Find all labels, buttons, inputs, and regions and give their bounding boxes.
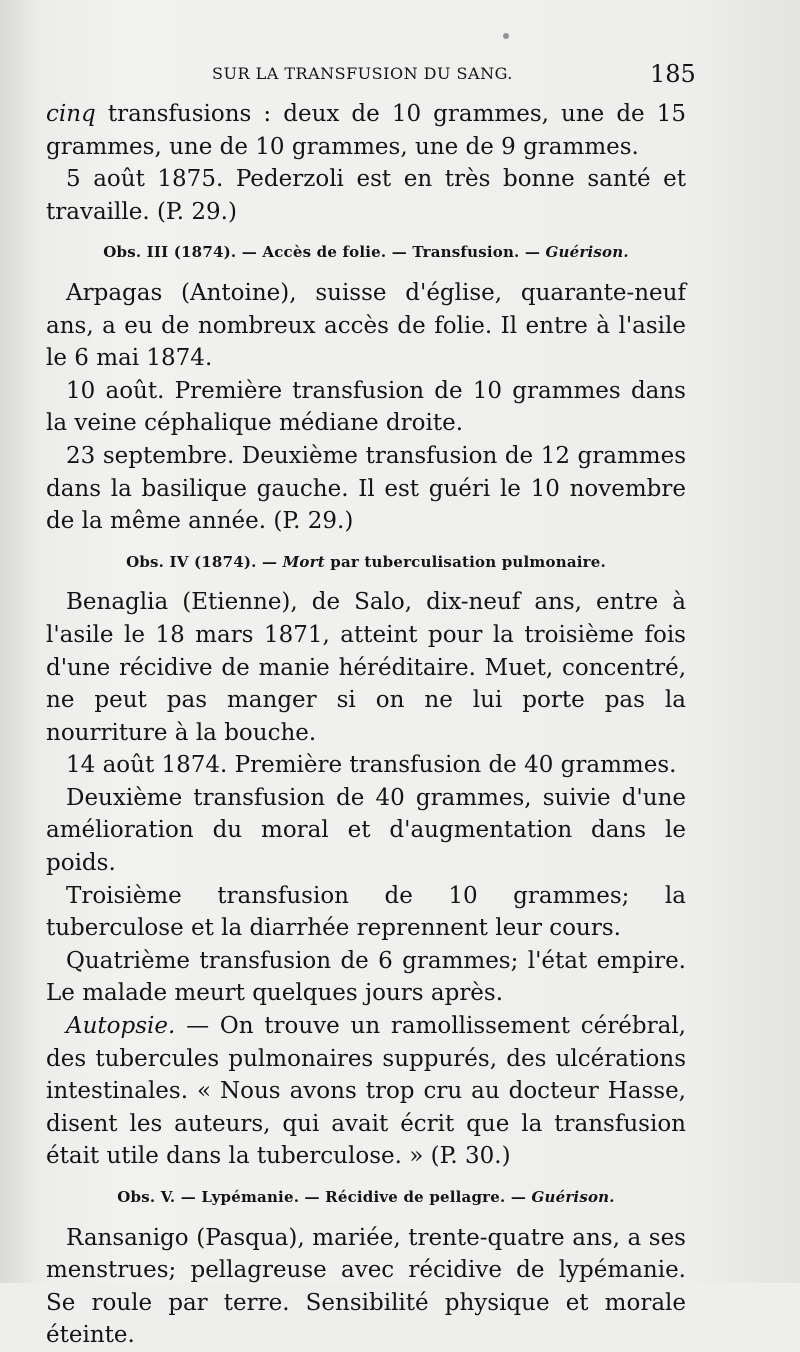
italic-word: cinq	[46, 101, 96, 127]
page-number: 185	[650, 60, 696, 88]
paragraph: Quatrième transfusion de 6 grammes; l'état empire. Le malade meurt quelques jours après.	[46, 947, 686, 1007]
paragraph-text: — On trouve un ramollissement cérébral, des tubercules pulmonaires suppurés, des ulcérations intestinales. « Nous avons trop cru au docteur Hasse, disent les auteurs, qui avait écrit que la transfusion était utile dans la tuberculose. » (P. 30.)	[46, 1013, 686, 1170]
paragraph: Arpagas (Antoine), suisse d'église, quarante-neuf ans, a eu de nombreux accès de folie. Il entre à l'asile le 6 mai 1874.	[46, 279, 686, 372]
observation-outcome: Guérison.	[545, 243, 629, 262]
observation-heading	[46, 236, 686, 269]
observation-heading	[46, 546, 686, 579]
paragraph: Deuxième transfusion de 40 grammes, suivie d'une amélioration du moral et d'augmentation dans le poids.	[46, 784, 686, 877]
ink-speck	[503, 33, 509, 39]
paragraph: Benaglia (Etienne), de Salo, dix-neuf ans, entre à l'asile le 18 mars 1871, atteint pour la troisième fois d'une récidive de manie héréditaire. Muet, concentré, ne peut pas manger si on ne lui porte pas la nourriture à la bouche.	[46, 589, 686, 746]
paragraph: 5 août 1875. Pederzoli est en très bonne santé et travaille. (P. 29.)	[46, 166, 686, 225]
observation-heading	[46, 1181, 686, 1214]
paragraph	[46, 98, 686, 163]
paragraph: Ransanigo (Pasqua), mariée, trente-quatre ans, a ses menstrues; pellagreuse avec récidive de lypémanie. Se roule par terre. Sensibilité physique et morale éteinte.	[46, 1224, 686, 1349]
paragraph: 23 septembre. Deuxième transfusion de 12 grammes dans la basilique gauche. Il est guéri le 10 novembre de la même année. (P. 29.)	[46, 442, 686, 535]
observation-label: Obs. IV (1874). —	[126, 552, 283, 571]
paragraph: 10 août. Première transfusion de 10 grammes dans la veine céphalique médiane droite.	[46, 377, 686, 437]
observation-outcome: Mort	[282, 552, 325, 571]
paragraph: Troisième transfusion de 10 grammes; la tuberculose et la diarrhée reprennent leur cours.	[46, 882, 686, 942]
running-title: SUR LA TRANSFUSION DU SANG.	[212, 64, 513, 83]
italic-word: Autopsie.	[66, 1013, 176, 1040]
paragraph	[46, 1010, 686, 1173]
paragraph-text: transfusions : deux de 10 grammes, une de 15 grammes, une de 10 grammes, une de 9 grammes.	[46, 101, 686, 160]
paragraph: 14 août 1874. Première transfusion de 40 grammes.	[66, 752, 677, 779]
observation-label: Obs. V. — Lypémanie. — Récidive de pellagre. —	[117, 1188, 532, 1206]
observation-outcome: Guérison.	[531, 1188, 615, 1206]
observation-label-rest: par tuberculisation pulmonaire.	[324, 552, 606, 571]
body-text	[46, 98, 686, 1352]
observation-label: Obs. III (1874). — Accès de folie. — Transfusion. —	[103, 243, 546, 262]
page-header	[0, 60, 800, 94]
